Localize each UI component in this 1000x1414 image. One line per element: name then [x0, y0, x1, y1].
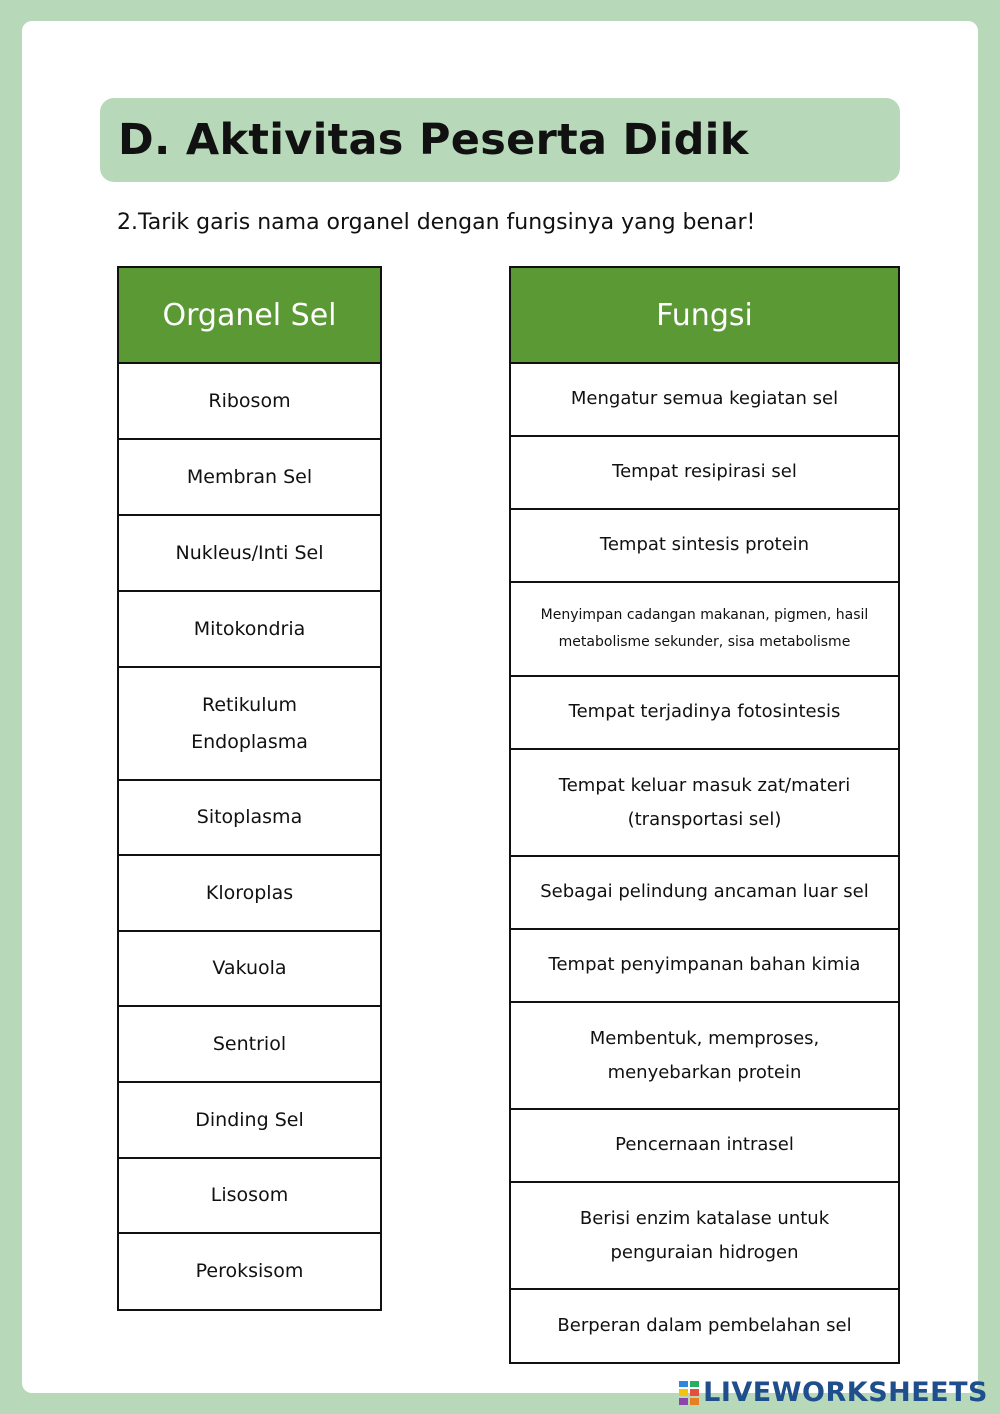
fungsi-cell[interactable]: Pencernaan intrasel [511, 1110, 898, 1183]
fungsi-cell[interactable]: Tempat penyimpanan bahan kimia [511, 930, 898, 1003]
fungsi-cell[interactable]: Membentuk, memproses, menyebarkan protein [511, 1003, 898, 1110]
organel-cell[interactable]: Vakuola [119, 932, 380, 1007]
organel-cell[interactable]: Lisosom [119, 1159, 380, 1234]
fungsi-cell[interactable]: Menyimpan cadangan makanan, pigmen, hasil metabolisme sekunder, sisa metabolisme [511, 583, 898, 677]
organel-cell[interactable]: Peroksisom [195, 1260, 304, 1283]
organel-cell[interactable]: Ribosom [119, 364, 380, 440]
organel-cell[interactable]: Membran Sel [119, 440, 380, 516]
section-title: D. Aktivitas Peserta Didik [100, 98, 900, 182]
instruction-text: 2.Tarik garis nama organel dengan fungsinya yang benar! [117, 210, 756, 235]
fungsi-cell[interactable]: Berperan dalam pembelahan sel [557, 1314, 852, 1336]
fungsi-cell[interactable]: Sebagai pelindung ancaman luar sel [511, 857, 898, 930]
organel-column-header: Organel Sel [119, 268, 380, 364]
organel-cell[interactable]: Mitokondria [119, 592, 380, 668]
organel-cell[interactable]: Retikulum Endoplasma [119, 668, 380, 781]
liveworksheets-logo-icon [679, 1381, 699, 1405]
fungsi-cell[interactable]: Mengatur semua kegiatan sel [511, 364, 898, 437]
organel-cell[interactable]: Nukleus/Inti Sel [119, 516, 380, 592]
organel-cell[interactable]: Sentriol [119, 1007, 380, 1083]
fungsi-column-header: Fungsi [511, 268, 898, 364]
organel-cell[interactable]: Kloroplas [119, 856, 380, 932]
fungsi-cell[interactable]: Berisi enzim katalase untuk penguraian hidrogen [511, 1183, 898, 1290]
organel-column [117, 266, 382, 1311]
liveworksheets-logo[interactable] [679, 1377, 988, 1408]
fungsi-cell[interactable]: Tempat sintesis protein [511, 510, 898, 583]
fungsi-cell[interactable]: Tempat keluar masuk zat/materi (transportasi sel) [511, 750, 898, 857]
fungsi-cell[interactable]: Tempat resipirasi sel [511, 437, 898, 510]
organel-cell[interactable]: Sitoplasma [119, 781, 380, 856]
organel-cell[interactable]: Dinding Sel [119, 1083, 380, 1159]
fungsi-cell[interactable]: Tempat terjadinya fotosintesis [511, 677, 898, 750]
brand-name: LIVEWORKSHEETS [703, 1377, 988, 1408]
fungsi-column [509, 266, 900, 1364]
